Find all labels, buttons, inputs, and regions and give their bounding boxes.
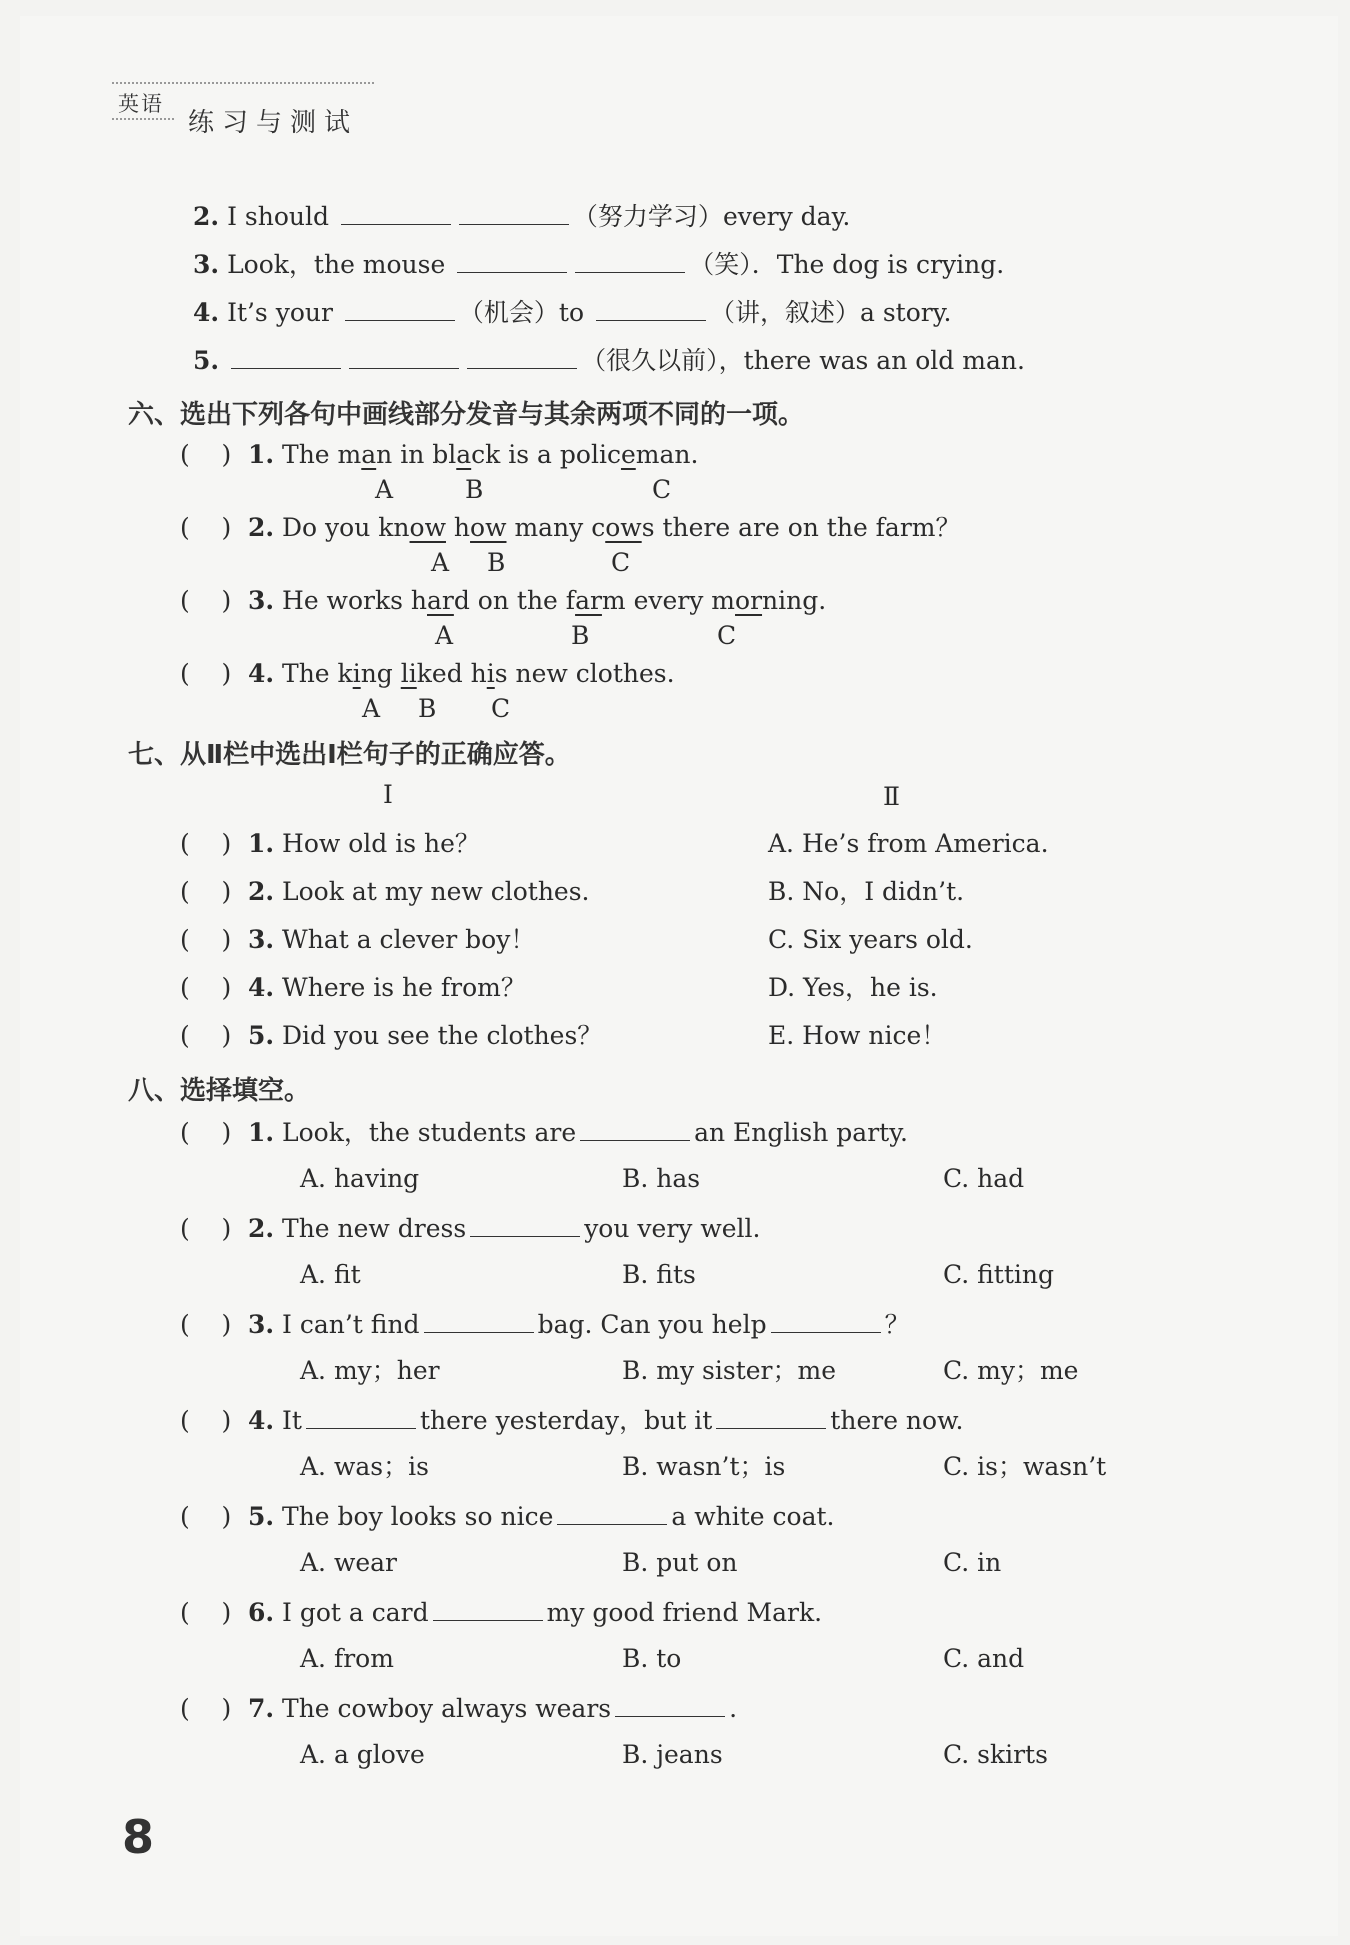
- option-label-c: C: [652, 475, 672, 504]
- column-heading-ii: Ⅱ: [883, 782, 900, 811]
- option-label-b: B: [418, 694, 437, 723]
- answer-paren[interactable]: ( ): [180, 1214, 232, 1243]
- answer-blank[interactable]: [575, 248, 685, 273]
- answer-blank[interactable]: [771, 1308, 881, 1333]
- mc-question-6: ( ) 6. I got a card my good friend Mark.: [180, 1598, 823, 1627]
- answer-blank[interactable]: [615, 1692, 725, 1717]
- mc-option-b[interactable]: B. jeans: [622, 1740, 723, 1769]
- header-subject: 英语: [118, 92, 164, 116]
- match-item-5: ( ) 5. Did you see the clothes？: [180, 1021, 603, 1050]
- answer-blank[interactable]: [467, 344, 577, 369]
- match-response-a: A. He’s from America.: [768, 829, 1049, 858]
- answer-blank[interactable]: [424, 1308, 534, 1333]
- match-item-2: ( ) 2. Look at my new clothes.: [180, 877, 590, 906]
- answer-blank[interactable]: [306, 1404, 416, 1429]
- match-response-c: C. Six years old.: [768, 925, 973, 954]
- answer-paren[interactable]: ( ): [180, 1021, 232, 1050]
- mc-option-c[interactable]: C. and: [943, 1644, 1025, 1673]
- mc-option-b[interactable]: B. has: [622, 1164, 701, 1193]
- answer-paren[interactable]: ( ): [180, 877, 232, 906]
- option-label-c: C: [491, 694, 511, 723]
- mc-option-c[interactable]: C. in: [943, 1548, 1002, 1577]
- section-7-title: 七、从Ⅱ栏中选出Ⅰ栏句子的正确应答。: [128, 740, 571, 770]
- mc-option-a[interactable]: A. a glove: [300, 1740, 425, 1769]
- mc-option-b[interactable]: B. to: [622, 1644, 682, 1673]
- option-label-b: B: [487, 548, 506, 577]
- column-heading-i: Ⅰ: [383, 780, 393, 809]
- answer-paren[interactable]: ( ): [180, 659, 232, 688]
- fill-item-4: 4. It’s your （机会）to （讲，叙述）a story.: [193, 298, 952, 327]
- header-dotted-underline: [112, 118, 174, 120]
- mc-option-a[interactable]: A. my；her: [300, 1356, 440, 1385]
- answer-paren[interactable]: ( ): [180, 1310, 232, 1339]
- phonics-item-4: ( ) 4. The king liked his new clothes.: [180, 659, 675, 688]
- match-response-b: B. No，I didn’t.: [768, 877, 965, 906]
- mc-option-a[interactable]: A. from: [300, 1644, 394, 1673]
- answer-paren[interactable]: ( ): [180, 925, 232, 954]
- answer-blank[interactable]: [459, 200, 569, 225]
- match-response-e: E. How nice！: [768, 1021, 947, 1050]
- page-number: 8: [122, 1810, 155, 1864]
- mc-option-a[interactable]: A. having: [300, 1164, 420, 1193]
- answer-paren[interactable]: ( ): [180, 829, 232, 858]
- answer-paren[interactable]: ( ): [180, 1406, 232, 1435]
- mc-option-c[interactable]: C. my；me: [943, 1356, 1079, 1385]
- phonics-item-3: ( ) 3. He works hard on the farm every morning.: [180, 586, 827, 615]
- option-label-a: A: [431, 548, 450, 577]
- option-label-a: A: [375, 475, 394, 504]
- mc-option-a[interactable]: A. was；is: [300, 1452, 429, 1481]
- answer-paren[interactable]: ( ): [180, 586, 232, 615]
- mc-question-3: ( ) 3. I can’t find bag. Can you help ？: [180, 1310, 910, 1339]
- answer-paren[interactable]: ( ): [180, 513, 232, 542]
- mc-option-a[interactable]: A. wear: [300, 1548, 397, 1577]
- mc-question-4: ( ) 4. It there yesterday，but it there now.: [180, 1406, 964, 1435]
- header-title: 练习与测试: [188, 108, 359, 138]
- mc-question-2: ( ) 2. The new dress you very well.: [180, 1214, 761, 1243]
- answer-paren[interactable]: ( ): [180, 1598, 232, 1627]
- answer-blank[interactable]: [470, 1212, 580, 1237]
- mc-option-c[interactable]: C. fitting: [943, 1260, 1054, 1289]
- answer-paren[interactable]: ( ): [180, 440, 232, 469]
- answer-blank[interactable]: [580, 1116, 690, 1141]
- option-label-a: A: [435, 621, 454, 650]
- match-item-3: ( ) 3. What a clever boy！: [180, 925, 536, 954]
- match-item-4: ( ) 4. Where is he from？: [180, 973, 526, 1002]
- answer-blank[interactable]: [457, 248, 567, 273]
- option-label-c: C: [717, 621, 737, 650]
- phonics-item-1: ( ) 1. The man in black is a policeman.: [180, 440, 699, 469]
- mc-option-a[interactable]: A. fit: [300, 1260, 361, 1289]
- answer-blank[interactable]: [716, 1404, 826, 1429]
- answer-blank[interactable]: [345, 296, 455, 321]
- answer-blank[interactable]: [596, 296, 706, 321]
- option-label-b: B: [571, 621, 590, 650]
- answer-blank[interactable]: [557, 1500, 667, 1525]
- option-label-a: A: [362, 694, 381, 723]
- answer-blank[interactable]: [349, 344, 459, 369]
- answer-blank[interactable]: [231, 344, 341, 369]
- match-response-d: D. Yes，he is.: [768, 973, 938, 1002]
- section-6-title: 六、选出下列各句中画线部分发音与其余两项不同的一项。: [128, 400, 805, 430]
- fill-item-5: 5. （很久以前），there was an old man.: [193, 346, 1025, 375]
- mc-option-c[interactable]: C. had: [943, 1164, 1025, 1193]
- header-dotted-rule: [112, 82, 374, 84]
- mc-option-b[interactable]: B. wasn’t；is: [622, 1452, 786, 1481]
- fill-item-2: 2. I should （努力学习）every day.: [193, 202, 851, 231]
- answer-paren[interactable]: ( ): [180, 1694, 232, 1723]
- mc-option-b[interactable]: B. put on: [622, 1548, 738, 1577]
- mc-question-1: ( ) 1. Look，the students are an English party.: [180, 1118, 908, 1147]
- answer-paren[interactable]: ( ): [180, 1118, 232, 1147]
- answer-blank[interactable]: [433, 1596, 543, 1621]
- answer-paren[interactable]: ( ): [180, 973, 232, 1002]
- mc-question-7: ( ) 7. The cowboy always wears .: [180, 1694, 738, 1723]
- mc-option-c[interactable]: C. is；wasn’t: [943, 1452, 1107, 1481]
- mc-option-b[interactable]: B. fits: [622, 1260, 696, 1289]
- phonics-item-2: ( ) 2. Do you know how many cows there are on the farm？: [180, 513, 961, 542]
- mc-option-b[interactable]: B. my sister；me: [622, 1356, 836, 1385]
- fill-item-3: 3. Look，the mouse （笑）．The dog is crying.: [193, 250, 1005, 279]
- option-label-c: C: [611, 548, 631, 577]
- option-label-b: B: [465, 475, 484, 504]
- answer-blank[interactable]: [341, 200, 451, 225]
- mc-question-5: ( ) 5. The boy looks so nice a white coat.: [180, 1502, 835, 1531]
- answer-paren[interactable]: ( ): [180, 1502, 232, 1531]
- match-item-1: ( ) 1. How old is he？: [180, 829, 480, 858]
- mc-option-c[interactable]: C. skirts: [943, 1740, 1048, 1769]
- section-8-title: 八、选择填空。: [128, 1076, 311, 1106]
